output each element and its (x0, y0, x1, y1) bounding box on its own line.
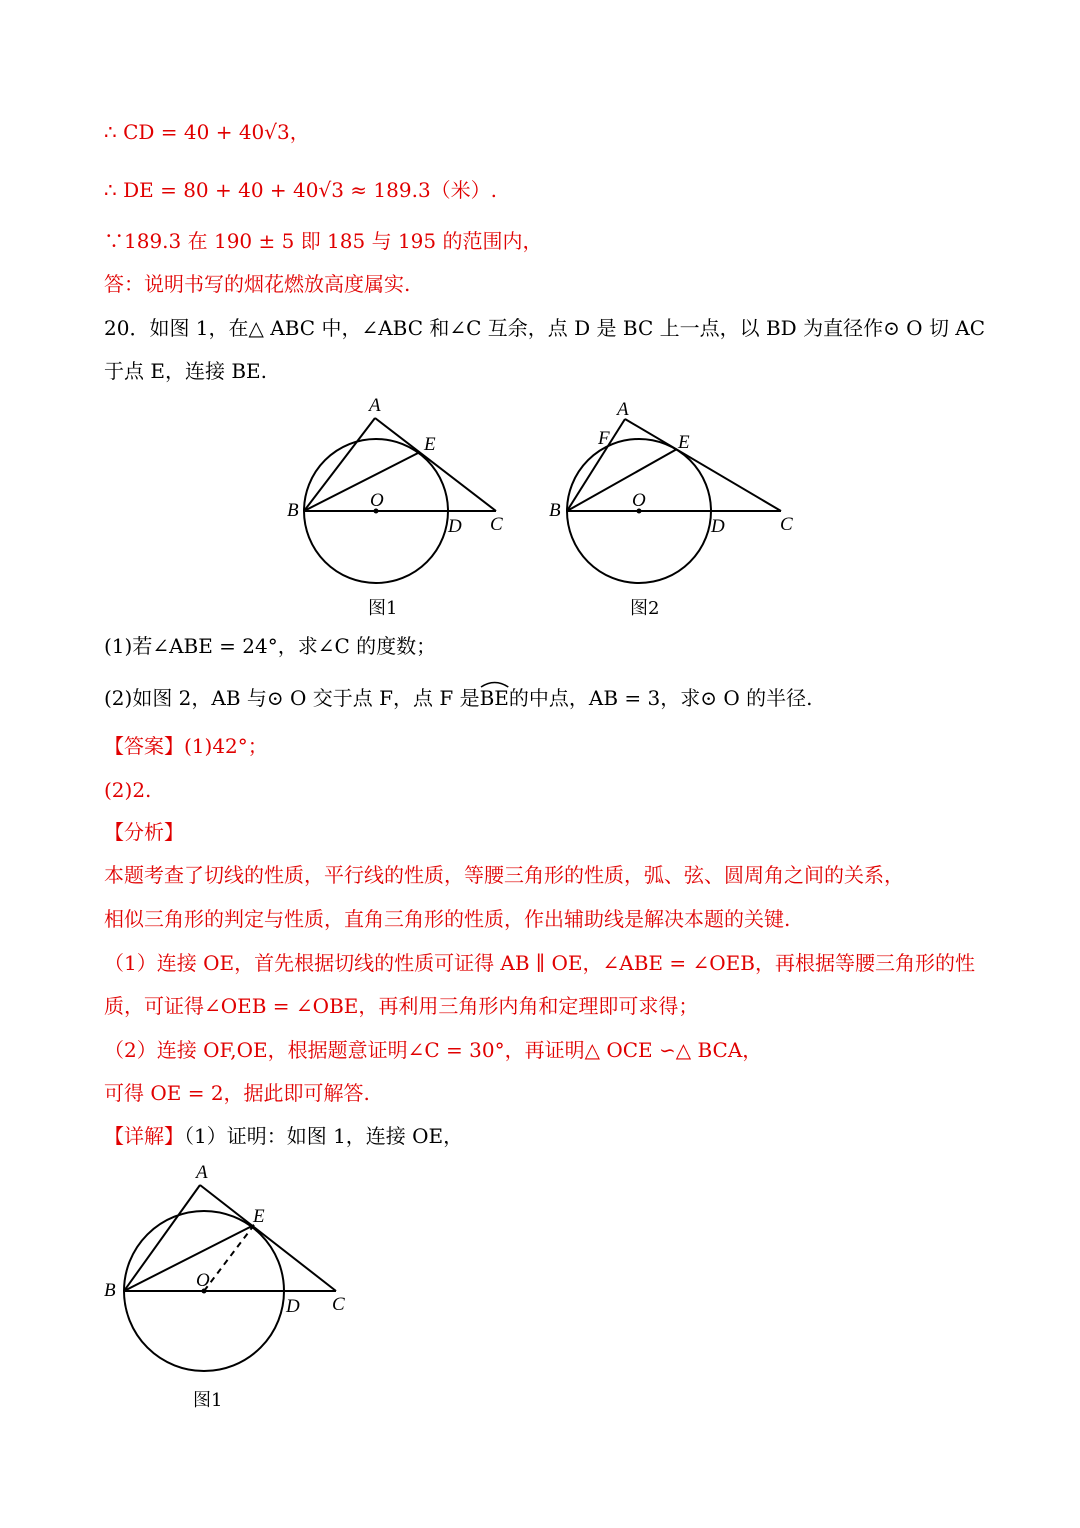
fig1-label-d: D (448, 516, 462, 537)
fig1-label-a: A (369, 395, 381, 416)
fig1-line-ab (304, 418, 375, 511)
fig1-label-e: E (424, 434, 436, 455)
detail-text: （1）证明：如图 1，连接 OE， (184, 1124, 464, 1148)
question-2 (104, 684, 812, 712)
fig1-label-c: C (490, 514, 503, 535)
analysis-p4: 质，可证得∠OEB = ∠OBE，再利用三角形内角和定理即可求得； (104, 994, 699, 1018)
fig2-label-a: A (617, 399, 629, 420)
fig1-line-ac (375, 418, 496, 511)
arc-mark-icon (480, 680, 509, 688)
solution-line-range: ∵189.3 在 190 ± 5 即 185 与 195 的范围内， (104, 229, 543, 253)
analysis-p2: 相似三角形的判定与性质，直角三角形的性质，作出辅助线是解决本题的关键. (104, 907, 791, 931)
question-1: (1)若∠ABE = 24°，求∠C 的度数； (104, 634, 437, 658)
answer-2: (2)2. (104, 778, 152, 802)
question-2-prefix: (2)如图 2，AB 与⊙ O 交于点 F，点 F 是 (104, 686, 480, 710)
problem-stem-line2: 于点 E，连接 BE. (104, 359, 267, 383)
question-2-arc: BE (480, 684, 509, 712)
fig1-line-be (304, 452, 420, 511)
fig3-label-a: A (196, 1162, 208, 1183)
figure-2 (540, 392, 800, 592)
fig2-label-f: F (598, 428, 610, 449)
fig3-line-be (124, 1225, 254, 1291)
solution-line-cd: ∴ CD = 40 + 40√3， (104, 120, 310, 144)
fig3-label-c: C (332, 1294, 345, 1315)
fig1-caption: 图1 (368, 598, 398, 619)
question-2-suffix: 的中点，AB = 3，求⊙ O 的半径. (508, 686, 813, 710)
answer-tag: 【答案】 (104, 734, 184, 758)
fig2-label-b: B (549, 500, 561, 521)
fig3-label-b: B (104, 1280, 116, 1301)
figure-3 (96, 1160, 366, 1380)
fig2-caption: 图2 (630, 598, 660, 619)
analysis-p6: 可得 OE = 2，据此即可解答. (104, 1081, 370, 1105)
solution-line-answer: 答：说明书写的烟花燃放高度属实. (104, 272, 411, 296)
fig3-line-ab (124, 1185, 200, 1291)
fig1-label-o: O (370, 490, 384, 511)
problem-stem-line1: 20．如图 1，在△ ABC 中，∠ABC 和∠C 互余，点 D 是 BC 上一点，以 BD 为直径作⊙ O 切 AC (104, 316, 986, 340)
fig3-caption: 图1 (193, 1390, 223, 1411)
detail-line (104, 1122, 463, 1150)
analysis-p1: 本题考查了切线的性质，平行线的性质，等腰三角形的性质，弧、弦、圆周角之间的关系， (104, 863, 904, 887)
fig3-label-e: E (253, 1206, 265, 1227)
fig3-line-ac (200, 1185, 336, 1291)
fig1-label-b: B (287, 500, 299, 521)
answer-line-1 (104, 732, 268, 760)
detail-tag: 【详解】 (104, 1124, 184, 1148)
analysis-p3: （1）连接 OE，首先根据切线的性质可证得 AB ∥ OE，∠ABE = ∠OEB，再根据等腰三角形的性 (104, 951, 975, 975)
fig2-line-ab (567, 419, 625, 511)
fig2-label-c: C (780, 514, 793, 535)
figure-1 (280, 392, 520, 592)
fig3-line-oe (204, 1225, 254, 1291)
fig2-label-o: O (632, 490, 646, 511)
fig2-label-d: D (711, 516, 725, 537)
answer-1: (1)42°； (184, 734, 268, 758)
fig2-label-e: E (678, 432, 690, 453)
solution-line-de: ∴ DE = 80 + 40 + 40√3 ≈ 189.3（米）. (104, 178, 498, 202)
analysis-tag: 【分析】 (104, 820, 184, 844)
fig3-label-d: D (286, 1296, 300, 1317)
fig2-line-be (567, 449, 677, 511)
fig3-label-o: O (196, 1270, 210, 1291)
analysis-p5: （2）连接 OF,OE，根据题意证明∠C = 30°，再证明△ OCE ∽△ BCA， (104, 1038, 763, 1062)
